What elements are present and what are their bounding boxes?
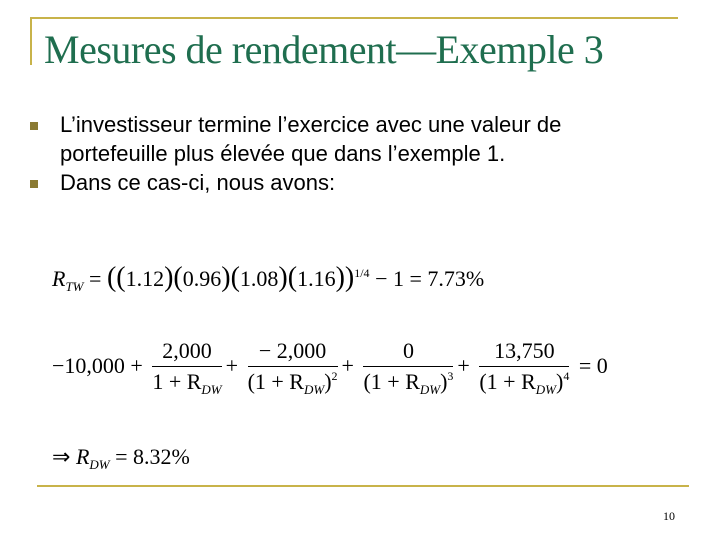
bullet-text: Dans ce cas-ci, nous avons: xyxy=(60,170,336,195)
square-bullet-icon xyxy=(30,122,38,130)
bottom-border-line xyxy=(37,485,689,487)
den-text: 1 + R xyxy=(254,369,304,394)
fraction-denominator: $(1 + R_{DW})^3$ xyxy=(363,369,454,397)
eq-power: 3 xyxy=(447,369,454,383)
bullet-list xyxy=(30,110,670,197)
eq-power: 4 xyxy=(563,369,570,383)
eq-factor: 1.12 xyxy=(125,266,165,291)
bullet-item xyxy=(30,168,670,197)
eq-subscript: TW xyxy=(65,279,84,294)
fraction-denominator xyxy=(152,367,221,398)
eq-result: = 8.32% xyxy=(115,444,190,469)
page-number: 10 xyxy=(663,509,675,523)
slide-title: Mesures de rendement—Exemple 3 xyxy=(44,27,604,72)
den-text: 1 + R xyxy=(152,369,202,394)
eq-exponent: 1/4 xyxy=(354,266,370,280)
fraction-numerator: − 2,000 xyxy=(248,338,338,367)
eq-factor: 1.16 xyxy=(297,266,336,291)
eq-lead-term: −10,000 + xyxy=(52,353,143,379)
top-border-line xyxy=(30,17,678,19)
bullet-item xyxy=(30,110,670,168)
fraction-denominator: $(1 + R_{DW})^4$ xyxy=(479,369,570,397)
eq-subscript: DW xyxy=(303,382,325,397)
eq-variable: R xyxy=(52,266,66,291)
den-text: 1 + R xyxy=(486,369,536,394)
left-border-line xyxy=(30,17,32,65)
fraction xyxy=(248,338,338,398)
eq-subscript: DW xyxy=(535,382,556,397)
eq-subscript: DW xyxy=(419,382,441,397)
square-bullet-icon xyxy=(30,180,38,188)
fraction-numerator: 13,750 xyxy=(479,338,569,367)
eq-variable: R xyxy=(75,444,90,469)
eq-power: 2 xyxy=(331,369,338,383)
implies-arrow-icon: ⇒ xyxy=(52,444,71,469)
eq-subscript: DW xyxy=(201,382,222,397)
eq-factor: 0.96 xyxy=(182,266,222,291)
fraction-denominator: $(1 + R_{DW})^2$ xyxy=(247,369,338,397)
den-text: 1 + R xyxy=(370,369,420,394)
eq-factor: 1.08 xyxy=(239,266,279,291)
bullet-text: L’investisseur termine l’exercice avec une valeur de portefeuille plus élevée que dans l’exemple 1. xyxy=(60,112,562,166)
equation-dollar-weighted-return: −10,000 + $\frac{2,000}{1 + R_{DW}}$ + $\frac{- 2,000}{(1 + R_{DW})^2}$ + $\frac{0}{(1 + R_{DW})^3}$ + $\frac{13,750}{(1 + R_{DW})^4}$ = 0 xyxy=(52,338,608,397)
fraction xyxy=(479,338,569,398)
eq-result: = 0 xyxy=(578,353,608,379)
equation-result xyxy=(52,444,190,473)
fraction-numerator: 2,000 xyxy=(152,338,221,367)
equation-time-weighted-return: $R_{TW} = ((1.12)(0.96)(1.08)(1.16))^{1/4} - 1 = 7.73\%$ xyxy=(52,262,485,294)
fraction-numerator: 0 xyxy=(363,338,453,367)
eq-subscript: DW xyxy=(89,457,110,472)
eq-result: − 1 = 7.73% xyxy=(375,266,485,291)
fraction xyxy=(363,338,453,398)
fraction xyxy=(152,338,221,398)
